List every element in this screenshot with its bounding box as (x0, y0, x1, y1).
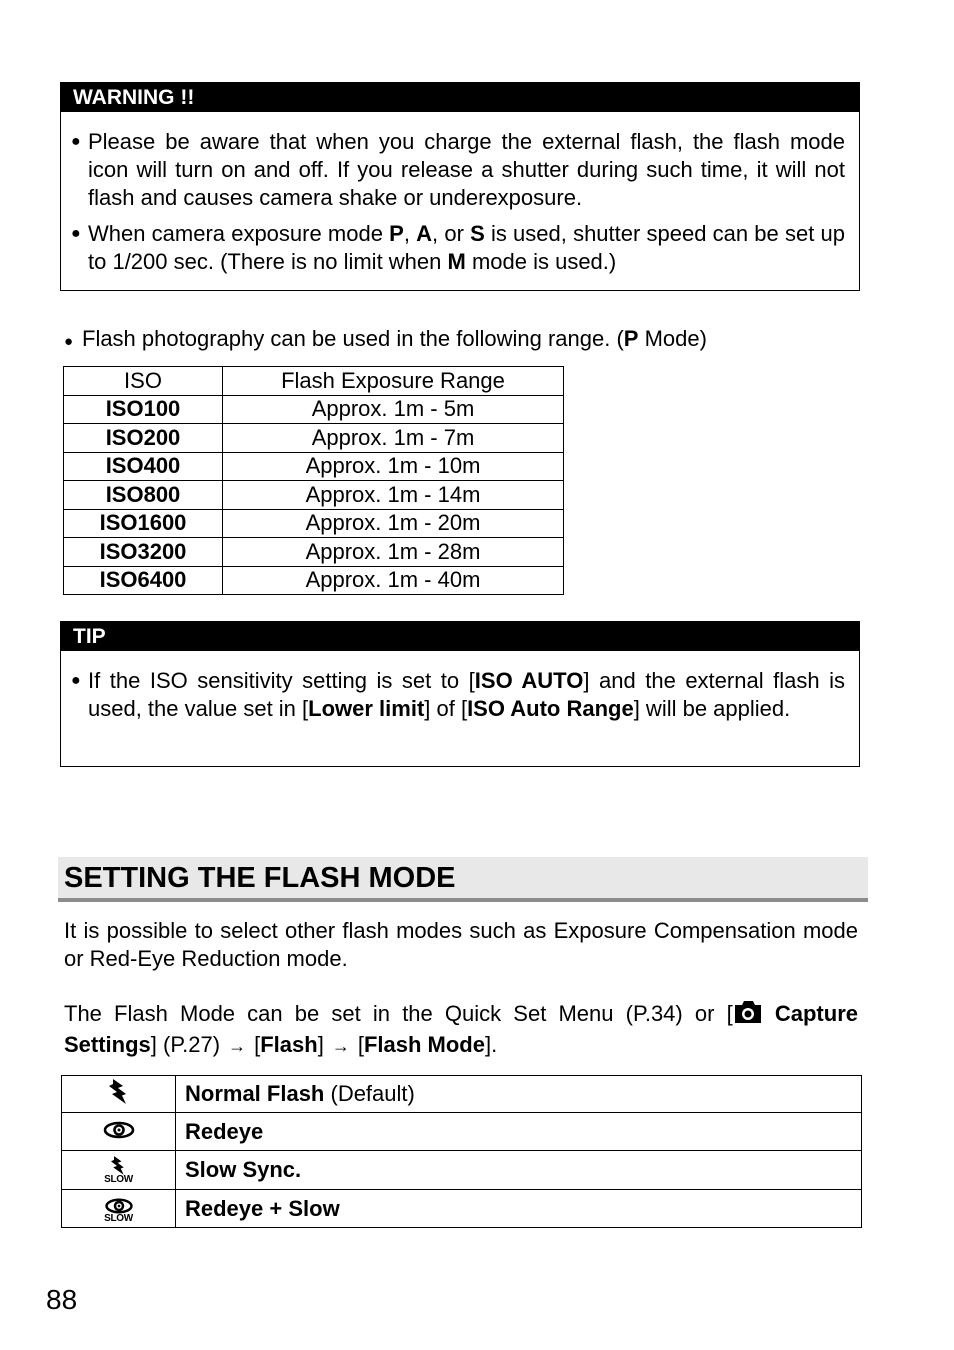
header-range: Flash Exposure Range (223, 367, 564, 396)
slow-label: SLOW (104, 1212, 133, 1224)
table-row (64, 538, 564, 567)
text-run: When camera exposure mode (88, 221, 390, 246)
mode-label: Slow Sync. (185, 1157, 302, 1182)
table-row (64, 509, 564, 538)
page-number: 88 (46, 1284, 78, 1315)
table-row (64, 452, 564, 481)
tip-title: TIP (61, 622, 859, 651)
range-value-cell: Approx. 1m - 7m (223, 424, 564, 453)
tip-item (71, 667, 845, 723)
warning-item-text: Please be aware that when you charge the external flash, the flash mode icon will turn on and off. If you release a shutter during such time, it will not flash and causes camera shake or underexposure. (88, 129, 845, 210)
menu-path-paragraph (64, 1000, 858, 1060)
iso-value-cell: ISO3200 (64, 538, 223, 567)
table-row (62, 1151, 862, 1190)
iso-value-cell: ISO100 (64, 395, 223, 424)
warning-item (71, 220, 845, 276)
camera-icon (733, 1000, 763, 1031)
text-run: ] (317, 1032, 324, 1057)
range-value-cell: Approx. 1m - 5m (223, 395, 564, 424)
mode-icon-cell (62, 1113, 176, 1151)
table-row (64, 424, 564, 453)
text-run: is used, shutter speed can be set up to 1/200 sec. (There is no limit when (88, 221, 845, 274)
mode-p: P (623, 326, 639, 351)
warning-body (61, 112, 859, 290)
mode-label: Normal Flash (185, 1081, 325, 1106)
arrow-right-icon: → (331, 1036, 350, 1056)
range-value-cell: Approx. 1m - 28m (223, 538, 564, 567)
text-run: ] and the external flash is used, the value set in [ (88, 668, 846, 721)
arrow-right-icon: → (228, 1036, 247, 1056)
warning-item (71, 128, 845, 212)
setting-iso-auto-range: ISO Auto Range (467, 696, 634, 721)
setting-lower-limit: Lower limit (308, 696, 425, 721)
text-run: , or (432, 221, 471, 246)
mode-icon-cell (62, 1151, 176, 1190)
mode-s: S (470, 221, 485, 246)
mode-p: P (389, 221, 404, 246)
mode-label-cell (176, 1076, 862, 1113)
menu-capture-settings: Capture Settings (64, 1001, 858, 1057)
text-run: Flash photography can be used in the following range. ( (82, 326, 624, 351)
mode-label: Redeye (185, 1118, 264, 1144)
iso-range-table (63, 366, 564, 595)
table-row (62, 1190, 862, 1228)
table-row (64, 566, 564, 595)
table-header-row (64, 367, 564, 396)
iso-value-cell: ISO6400 (64, 566, 223, 595)
iso-value-cell: ISO800 (64, 481, 223, 510)
bullet-icon: ● (64, 333, 74, 350)
setting-iso-auto: ISO AUTO (474, 668, 584, 693)
iso-value-cell: ISO400 (64, 452, 223, 481)
section-paragraph: It is possible to select other flash modes such as Exposure Compensation mode or Red-Eye Reduction mode. (64, 918, 858, 971)
text-run: ] of [ (424, 696, 468, 721)
table-row (64, 395, 564, 424)
flash-range-intro (64, 326, 707, 355)
redeye-slow-icon (104, 1198, 134, 1224)
warning-title: WARNING !! (61, 83, 859, 112)
range-value-cell: Approx. 1m - 20m (223, 509, 564, 538)
flash-mode-table (61, 1075, 862, 1228)
mode-label-cell (176, 1151, 862, 1190)
tip-item-text (88, 667, 845, 723)
mode-suffix: (Default) (324, 1081, 415, 1106)
iso-value-cell: ISO1600 (64, 509, 223, 538)
range-value-cell: Approx. 1m - 14m (223, 481, 564, 510)
header-iso: ISO (64, 367, 223, 396)
table-row (62, 1113, 862, 1151)
mode-label: Redeye + Slow (185, 1195, 340, 1221)
bullet-icon: ● (71, 133, 81, 150)
tip-box (60, 621, 860, 767)
tip-body (61, 651, 859, 737)
bullet-icon: ● (71, 672, 81, 689)
mode-label-cell (176, 1113, 862, 1151)
bullet-icon: ● (71, 225, 81, 242)
text-run: Mode) (638, 326, 707, 351)
mode-a: A (416, 221, 433, 246)
iso-value-cell: ISO200 (64, 424, 223, 453)
text-run: If the ISO sensitivity setting is set to [ (88, 668, 475, 693)
text-run: ] will be applied. (633, 696, 791, 721)
warning-box (60, 82, 860, 291)
table-row (64, 481, 564, 510)
text-run: mode is used.) (465, 249, 617, 274)
warning-item-text (88, 220, 845, 276)
slow-label: SLOW (104, 1174, 133, 1185)
text-run: ] (P.27) (150, 1032, 221, 1057)
menu-flash: Flash (260, 1032, 318, 1057)
mode-m: M (447, 249, 466, 274)
mode-icon-cell (62, 1076, 176, 1113)
mode-icon-cell (62, 1190, 176, 1228)
range-value-cell: Approx. 1m - 40m (223, 566, 564, 595)
menu-flash-mode: Flash Mode (363, 1032, 485, 1057)
table-row (62, 1076, 862, 1113)
flash-icon (109, 1079, 129, 1104)
mode-label-cell (176, 1190, 862, 1228)
flash-slow-icon (104, 1156, 133, 1185)
text-run: [ (357, 1032, 364, 1057)
section-title: SETTING THE FLASH MODE (58, 857, 868, 902)
range-value-cell: Approx. 1m - 10m (223, 452, 564, 481)
text-run: [ (254, 1032, 261, 1057)
text-run: The Flash Mode can be set in the Quick Set Menu (P.34) or [ (64, 1001, 733, 1026)
text-run: ]. (484, 1032, 498, 1057)
text-run: , (403, 221, 417, 246)
redeye-icon (103, 1121, 135, 1139)
